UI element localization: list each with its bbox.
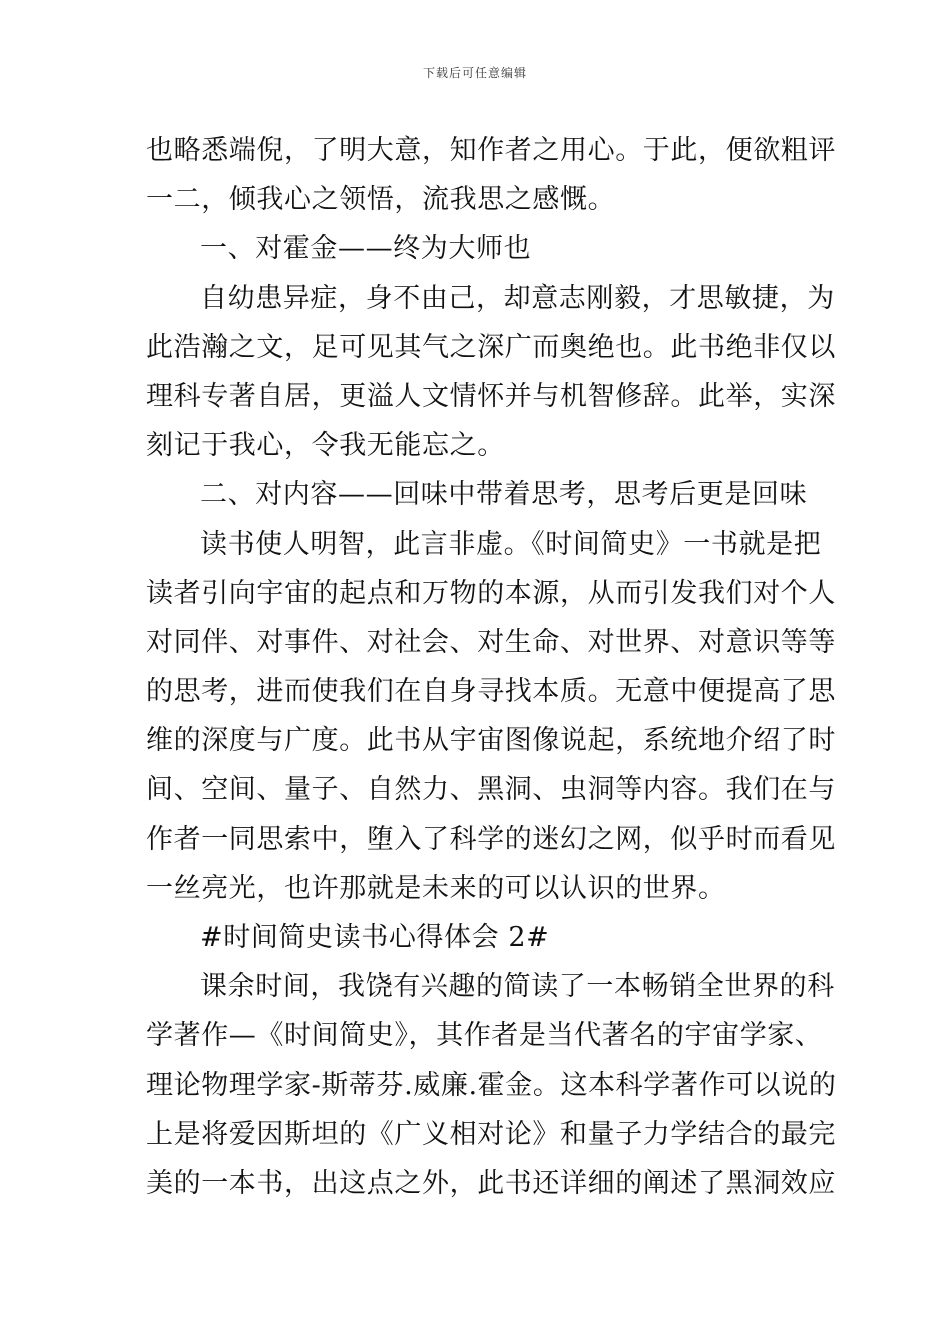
section-heading: 一、对霍金——终为大师也: [200, 233, 532, 265]
text-line: 学著作—《时间简史》，其作者是当代著名的宇宙学家、: [146, 1020, 823, 1052]
text-line: 间、空间、量子、自然力、黑洞、虫洞等内容。我们在与: [146, 774, 836, 806]
text-line: 自幼患异症，身不由己，却意志刚毅，才思敏捷，为: [200, 282, 835, 314]
section-heading: 二、对内容——回味中带着思考，思考后更是回味: [200, 479, 808, 511]
text-line: 一二，倾我心之领悟，流我思之感慨。: [146, 184, 616, 216]
page-header: 下载后可任意编辑: [422, 66, 527, 80]
text-line: 维的深度与广度。此书从宇宙图像说起，系统地介绍了时: [146, 725, 836, 757]
text-line: 读者引向宇宙的起点和万物的本源，从而引发我们对个人: [146, 577, 836, 609]
document-body: [146, 126, 837, 1208]
text-line: 上是将爱因斯坦的《广义相对论》和量子力学结合的最完: [146, 1118, 836, 1150]
text-line: 此浩瀚之文，足可见其气之深广而奥绝也。此书绝非仅以: [146, 331, 836, 363]
text-line: 读书使人明智，此言非虚。《时间简史》一书就是把: [200, 528, 822, 560]
text-line: 刻记于我心，令我无能忘之。: [146, 430, 505, 462]
text-line: 作者一同思索中，堕入了科学的迷幻之网，似乎时而看见: [146, 823, 836, 855]
text-line: 理论物理学家-斯蒂芬.威廉.霍金。这本科学著作可以说的: [146, 1069, 837, 1101]
text-line: 对同伴、对事件、对社会、对生命、对世界、对意识等等: [146, 626, 836, 658]
section-heading: #时间简史读书心得体会 2#: [200, 922, 550, 953]
text-line: 一丝亮光，也许那就是未来的可以认识的世界。: [146, 872, 726, 904]
text-line: 美的一本书，出这点之外，此书还详细的阐述了黑洞效应: [146, 1167, 836, 1199]
text-line: 理科专著自居，更溢人文情怀并与机智修辞。此举，实深: [146, 380, 836, 412]
text-line: 课余时间，我饶有兴趣的简读了一本畅销全世界的科: [200, 971, 835, 1003]
text-line: 的思考，进而使我们在自身寻找本质。无意中便提高了思: [146, 676, 836, 708]
text-line: 也略悉端倪，了明大意，知作者之用心。于此，便欲粗评: [146, 135, 836, 166]
